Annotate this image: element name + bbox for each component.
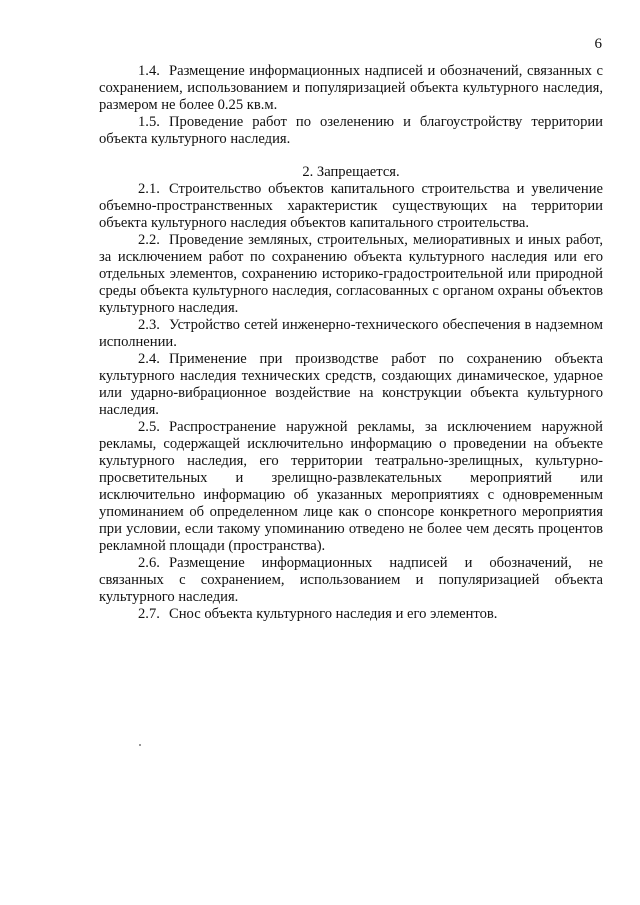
- clause-2-2: [99, 232, 603, 317]
- clause-number: 2.5.: [138, 419, 160, 435]
- clause-2-4: [99, 351, 603, 419]
- clause-number: 2.3.: [138, 317, 160, 333]
- clause-text: Устройство сетей инженерно-технического обеспечения в надземном исполнении.: [99, 317, 603, 350]
- clause-number: 2.6.: [138, 555, 160, 571]
- scan-speck: [139, 744, 141, 746]
- clause-number: 2.4.: [138, 351, 160, 367]
- section-heading: 2. Запрещается.: [302, 164, 400, 180]
- clause-2-6: [99, 555, 603, 606]
- clause-1-5: [99, 114, 603, 148]
- clause-text: Проведение земляных, строительных, мелиоративных и иных работ, за исключением работ по сохранению объекта культурного наследия или его отдельных элементов, сохранению историко-градостроительной или природной среды объекта культурного наследия, согласованных с органом охраны объектов культурного наследия.: [99, 232, 603, 316]
- clause-number: 2.1.: [138, 181, 160, 197]
- clause-2-7: [99, 606, 603, 623]
- clause-text: Размещение информационных надписей и обозначений, не связанных с сохранением, использованием и популяризацией объекта культурного наследия.: [99, 555, 603, 605]
- clause-number: 1.5.: [138, 114, 160, 130]
- document-body: [99, 63, 603, 623]
- clause-text: Снос объекта культурного наследия и его элементов.: [169, 606, 498, 622]
- clause-number: 1.4.: [138, 63, 160, 79]
- clause-text: Применение при производстве работ по сохранению объекта культурного наследия технических средств, создающих динамическое, ударное или ударно-вибрационное воздействие на конструкции объекта культурного наследия.: [99, 351, 603, 418]
- clause-2-5: [99, 419, 603, 555]
- clause-2-1: [99, 181, 603, 232]
- clause-text: Строительство объектов капитального строительства и увеличение объемно-пространственных характеристик существующих на территории объекта культурного наследия объектов капитального строительства.: [99, 181, 603, 231]
- clause-text: Размещение информационных надписей и обозначений, связанных с сохранением, использованием и популяризацией объекта культурного наследия, размером не более 0.25 кв.м.: [99, 63, 603, 113]
- clause-number: 2.2.: [138, 232, 160, 248]
- clause-2-3: [99, 317, 603, 351]
- page-number: 6: [594, 36, 602, 52]
- clause-1-4: [99, 63, 603, 114]
- clause-number: 2.7.: [138, 606, 160, 622]
- clause-text: Распространение наружной рекламы, за исключением наружной рекламы, содержащей исключительно информацию о проведении на объекте культурного наследия, его территории театрально-зрелищных, культурно-просветительных и зрелищно-развлекательных мероприятий или исключительно информацию об указанных мероприятиях с одновременным упоминанием об определенном лице как о спонсоре конкретного мероприятия при условии, если такому упоминанию отведено не более чем десять процентов рекламной площади (пространства).: [99, 419, 603, 554]
- clause-text: Проведение работ по озеленению и благоустройству территории объекта культурного наследия.: [99, 114, 603, 147]
